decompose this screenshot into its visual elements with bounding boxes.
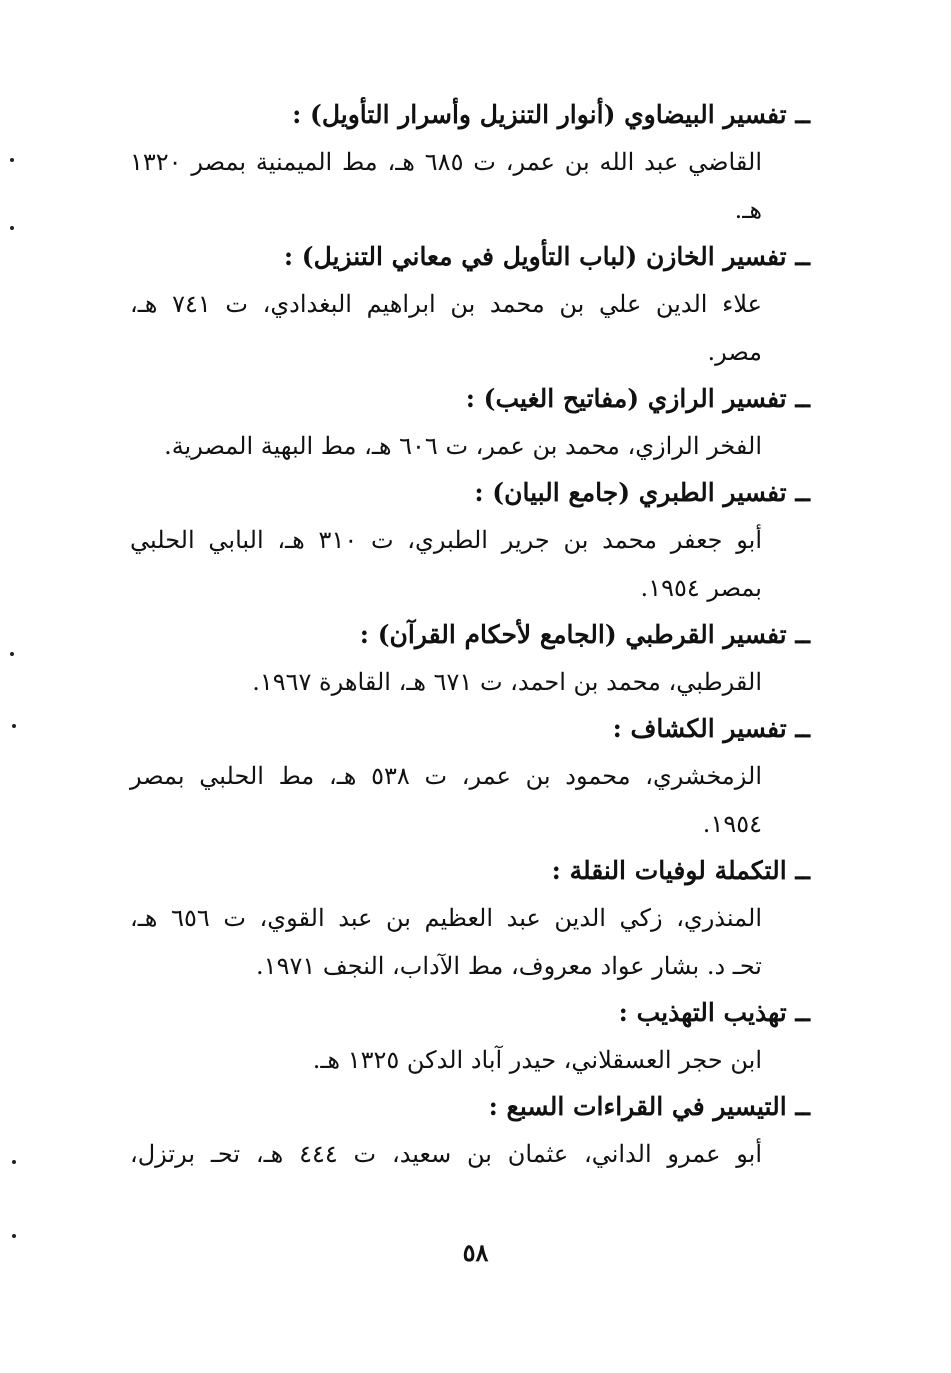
scan-speck (12, 1160, 16, 1164)
bibliography-entry (130, 612, 810, 706)
bibliography-entry (130, 848, 810, 990)
entry-heading: ــ تهذيب التهذيب : (618, 998, 810, 1027)
entry-heading: ــ التيسير في القراءات السبع : (488, 1092, 810, 1121)
scan-speck (10, 652, 14, 656)
entry-line: أبو جعفر محمد بن جرير الطبري، ت ٣١٠ هـ، البابي الحلبي (130, 526, 762, 554)
entry-line: الزمخشري، محمود بن عمر، ت ٥٣٨ هـ، مط الحلبي بمصر (130, 762, 763, 790)
entry-heading: ــ تفسير الخازن (لباب التأويل في معاني التنزيل) : (283, 242, 810, 271)
bibliography-entry (130, 376, 810, 470)
entry-line: مصر. (707, 338, 762, 366)
bibliography-list (130, 92, 810, 1178)
entry-body (130, 894, 762, 990)
page-number: ٥٨ (462, 1238, 489, 1267)
entry-body (130, 658, 762, 706)
entry-body (130, 138, 762, 234)
bibliography-entry (130, 470, 810, 612)
entry-line: هـ. (734, 196, 762, 224)
entry-line: علاء الدين علي بن محمد بن ابراهيم البغدادي، ت ٧٤١ هـ، (130, 290, 762, 318)
entry-heading: ــ تفسير الطبري (جامع البيان) : (474, 478, 810, 507)
entry-line: أبو عمرو الداني، عثمان بن سعيد، ت ٤٤٤ هـ، تحـ برتزل، (130, 1140, 762, 1168)
entry-heading: ــ تفسير الرازي (مفاتيح الغيب) : (465, 384, 810, 413)
entry-body (130, 1130, 762, 1178)
entry-body (130, 516, 762, 612)
entry-line: المنذري، زكي الدين عبد العظيم بن عبد القوي، ت ٦٥٦ هـ، (130, 904, 763, 932)
entry-line: ابن حجر العسقلاني، حيدر آباد الدكن ١٣٢٥ هـ. (312, 1046, 762, 1074)
entry-heading: ــ تفسير الكشاف : (612, 714, 810, 743)
bibliography-entry (130, 1084, 810, 1178)
entry-line: القاضي عبد الله بن عمر، ت ٦٨٥ هـ، مط الميمنية بمصر ١٣٢٠ (130, 148, 762, 176)
entry-line: تحـ د. بشار عواد معروف، مط الآداب، النجف ١٩٧١. (256, 952, 762, 980)
bibliography-entry (130, 234, 810, 376)
entry-line: ١٩٥٤. (702, 810, 762, 838)
entry-body (130, 280, 762, 376)
scan-speck (12, 724, 16, 728)
entry-heading: ــ التكملة لوفيات النقلة : (551, 856, 810, 885)
scan-speck (12, 1234, 16, 1238)
entry-line: الفخر الرازي، محمد بن عمر، ت ٦٠٦ هـ، مط البهية المصرية. (164, 432, 762, 460)
entry-heading: ــ تفسير القرطبي (الجامع لأحكام القرآن) : (359, 620, 810, 649)
bibliography-entry (130, 706, 810, 848)
entry-body (130, 422, 762, 470)
entry-heading: ــ تفسير البيضاوي (أنوار التنزيل وأسرار التأويل) : (292, 100, 810, 129)
bibliography-entry (130, 92, 810, 234)
entry-line: القرطبي، محمد بن احمد، ت ٦٧١ هـ، القاهرة ١٩٦٧. (252, 668, 762, 696)
bibliography-entry (130, 990, 810, 1084)
entry-body (130, 1036, 762, 1084)
entry-body (130, 752, 762, 848)
scan-speck (10, 226, 14, 230)
scan-speck (10, 158, 14, 162)
entry-line: بمصر ١٩٥٤. (640, 574, 762, 602)
